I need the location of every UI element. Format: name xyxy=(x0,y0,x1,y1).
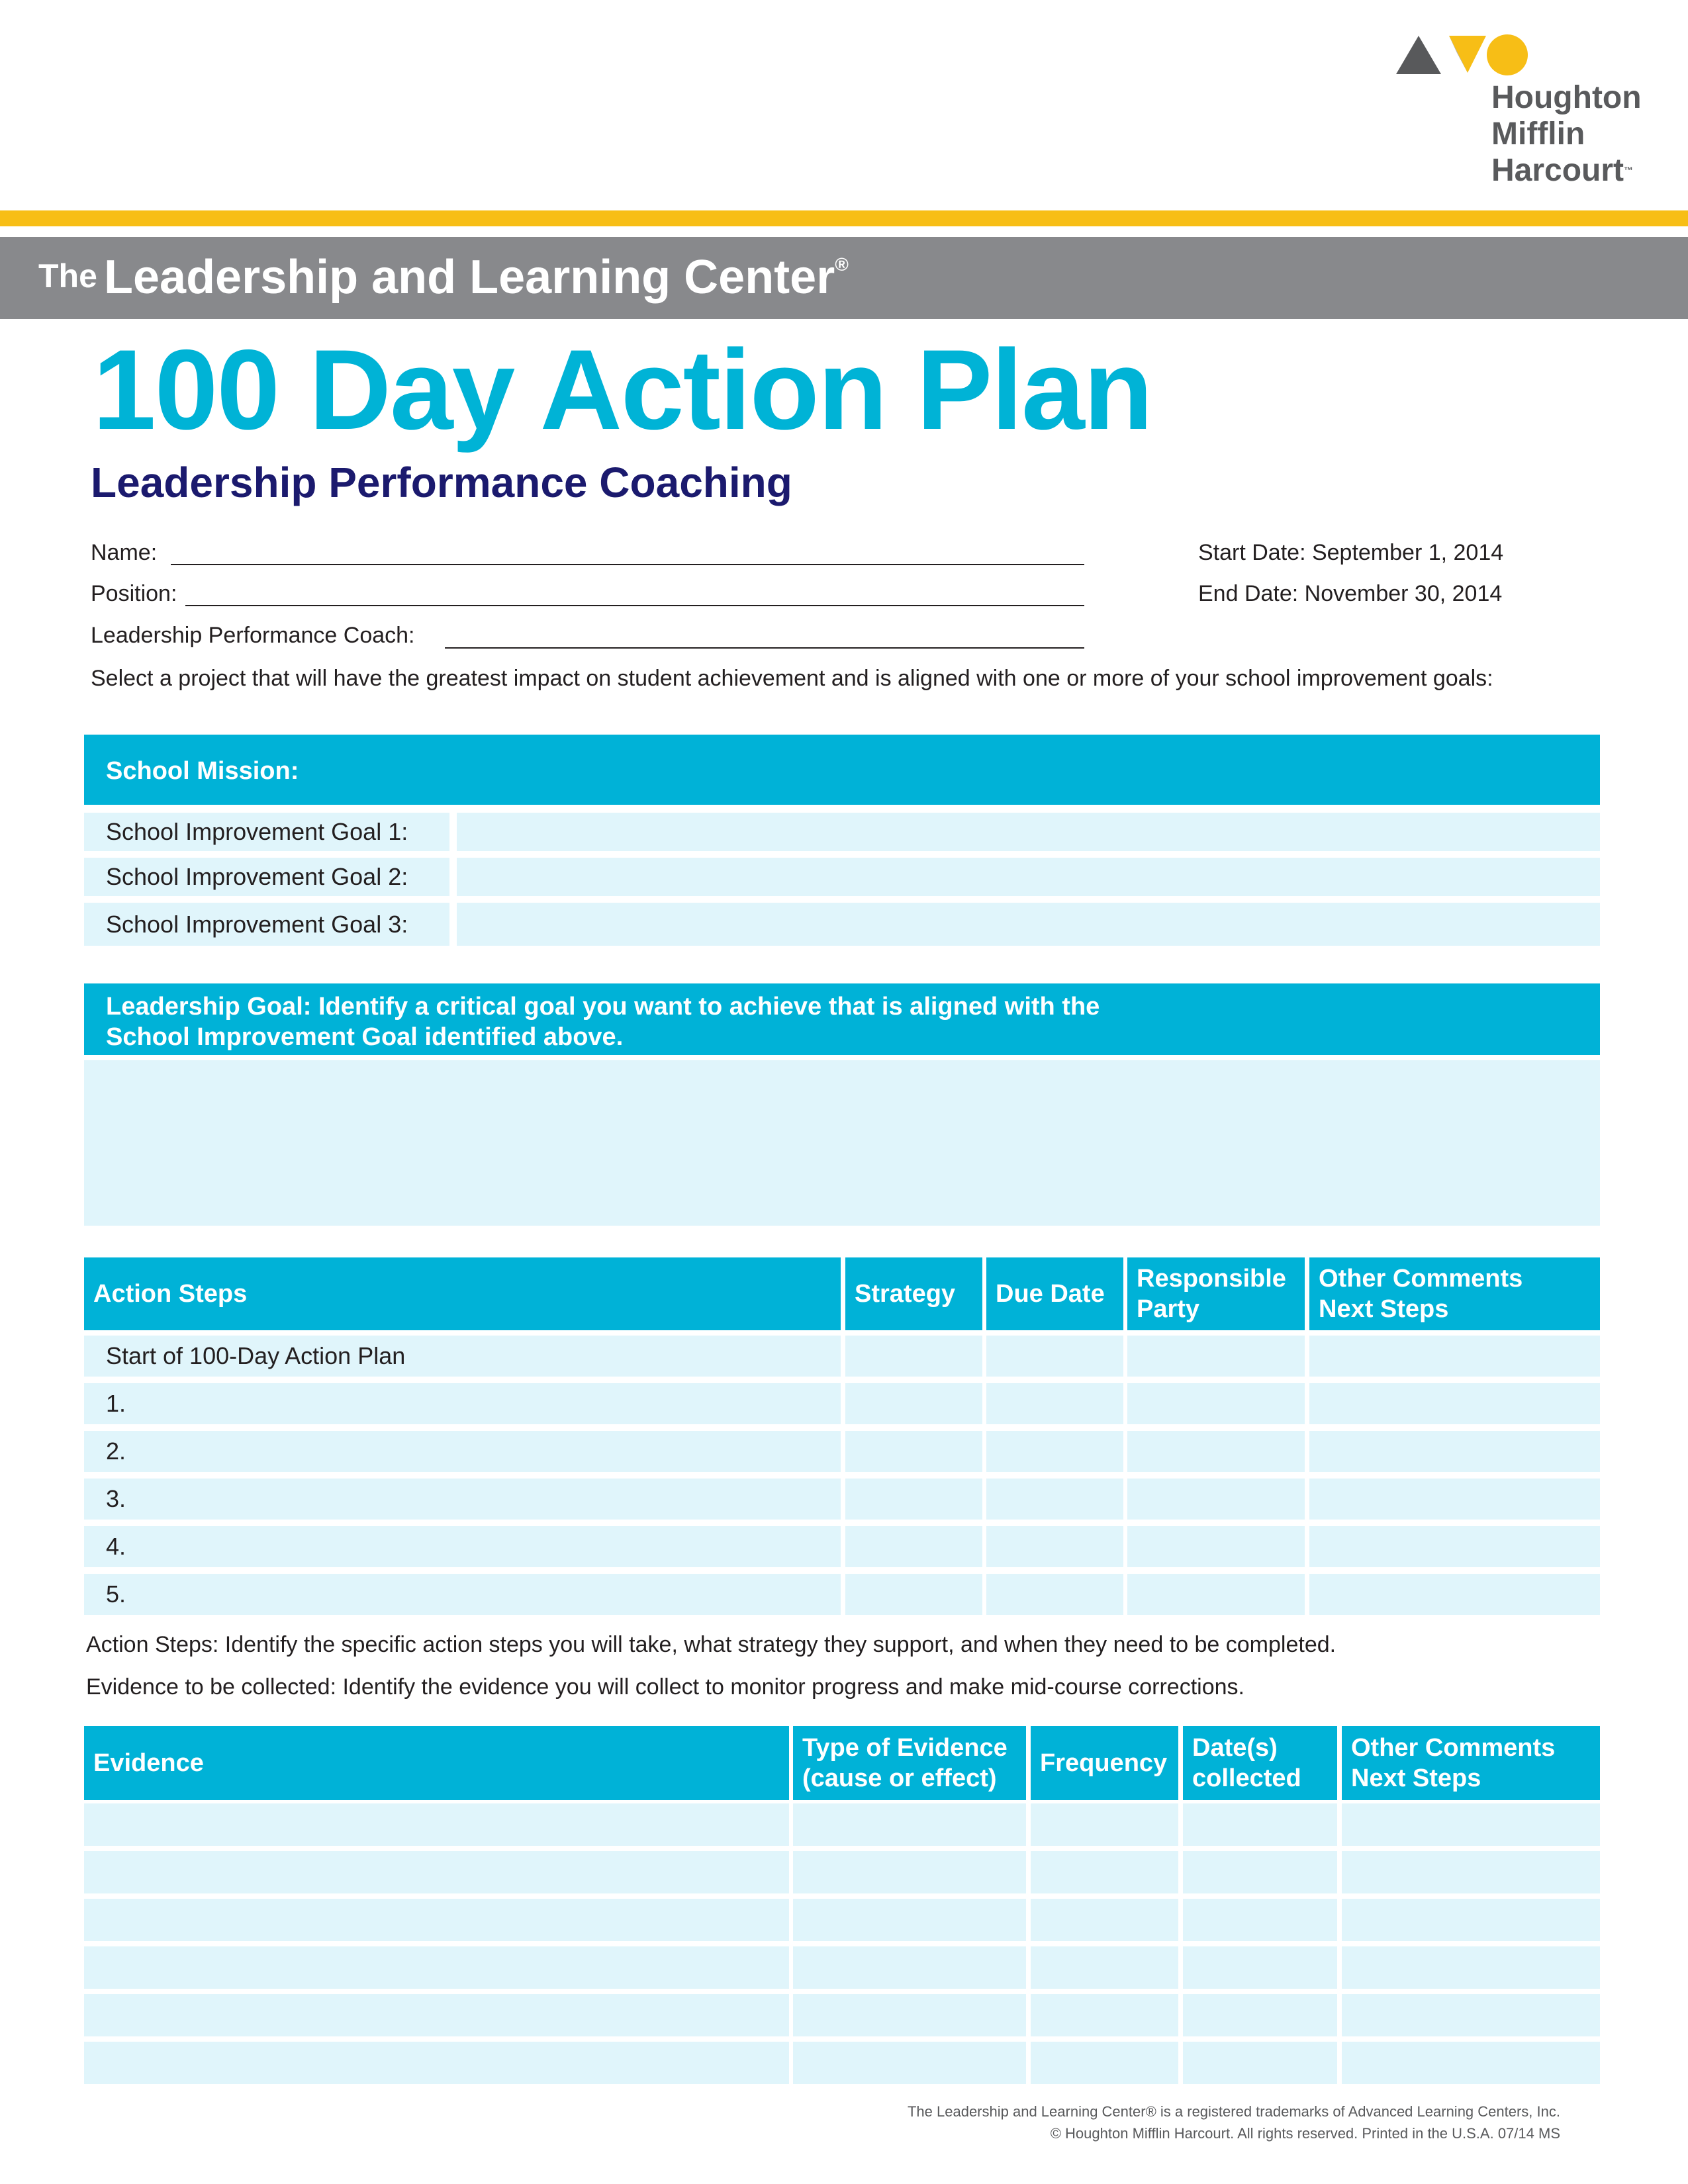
page-title: 100 Day Action Plan xyxy=(93,326,1152,453)
action-row-5-cell-4[interactable] xyxy=(1309,1574,1600,1615)
logo-circle-icon xyxy=(1487,34,1528,75)
logo-shapes-icon xyxy=(1393,32,1546,78)
evidence-header-3: Date(s) collected xyxy=(1183,1726,1337,1800)
evidence-row-1-cell-4[interactable] xyxy=(1342,1851,1600,1893)
coach-label: Leadership Performance Coach: xyxy=(91,623,415,648)
logo-wedge-icon xyxy=(1449,36,1486,73)
action-row-0-cell-1[interactable] xyxy=(845,1336,982,1377)
footer-trademark: The Leadership and Learning Center® is a registered trademarks of Advanced Learning Centers, Inc. xyxy=(907,2103,1560,2120)
action-row-2-cell-1[interactable] xyxy=(845,1431,982,1472)
evidence-row-1-cell-1[interactable] xyxy=(793,1851,1026,1893)
evidence-header-2: Frequency xyxy=(1031,1726,1178,1800)
banner-title: Leadership and Learning Center® xyxy=(104,251,849,304)
evidence-row-2-cell-4[interactable] xyxy=(1342,1899,1600,1941)
evidence-row-0-cell-1[interactable] xyxy=(793,1803,1026,1846)
yellow-rule xyxy=(0,210,1688,226)
evidence-row-1-cell-3[interactable] xyxy=(1183,1851,1337,1893)
evidence-row-5-cell-0[interactable] xyxy=(84,2042,789,2084)
action-row-label: 1. xyxy=(106,1390,126,1417)
action-row-label: 3. xyxy=(106,1485,126,1512)
action-row-5-cell-2[interactable] xyxy=(986,1574,1123,1615)
action-header-0: Action Steps xyxy=(84,1257,841,1330)
evidence-row-3-cell-1[interactable] xyxy=(793,1946,1026,1989)
footer-copyright: © Houghton Mifflin Harcourt. All rights reserved. Printed in the U.S.A. 07/14 MS xyxy=(1050,2125,1560,2142)
evidence-row-5-cell-1[interactable] xyxy=(793,2042,1026,2084)
evidence-row-0-cell-3[interactable] xyxy=(1183,1803,1337,1846)
action-row-5-cell-3[interactable] xyxy=(1127,1574,1305,1615)
action-row-3-cell-3[interactable] xyxy=(1127,1479,1305,1520)
action-row-label: Start of 100-Day Action Plan xyxy=(106,1342,406,1369)
position-field[interactable] xyxy=(185,605,1084,606)
action-row-3-cell-1[interactable] xyxy=(845,1479,982,1520)
evidence-row-2-cell-2[interactable] xyxy=(1031,1899,1178,1941)
evidence-row-3-cell-4[interactable] xyxy=(1342,1946,1600,1989)
end-date: End Date: November 30, 2014 xyxy=(1198,581,1503,606)
action-header-4: Other Comments Next Steps xyxy=(1309,1257,1600,1330)
action-row-1-cell-2[interactable] xyxy=(986,1383,1123,1424)
evidence-row-4-cell-0[interactable] xyxy=(84,1994,789,2036)
evidence-header-0: Evidence xyxy=(84,1726,789,1800)
goal-2-label: School Improvement Goal 2: xyxy=(106,863,408,890)
action-header-2: Due Date xyxy=(986,1257,1123,1330)
action-row-0-cell-0[interactable] xyxy=(84,1336,841,1377)
action-row-5-cell-1[interactable] xyxy=(845,1574,982,1615)
action-row-4-cell-3[interactable] xyxy=(1127,1526,1305,1567)
goal-3-label: School Improvement Goal 3: xyxy=(106,911,408,938)
evidence-header-4: Other Comments Next Steps xyxy=(1342,1726,1600,1800)
evidence-row-0-cell-0[interactable] xyxy=(84,1803,789,1846)
evidence-row-5-cell-2[interactable] xyxy=(1031,2042,1178,2084)
action-row-2-cell-2[interactable] xyxy=(986,1431,1123,1472)
goal-2-input[interactable] xyxy=(457,858,1600,896)
action-row-1-cell-1[interactable] xyxy=(845,1383,982,1424)
evidence-row-4-cell-2[interactable] xyxy=(1031,1994,1178,2036)
action-row-4-cell-4[interactable] xyxy=(1309,1526,1600,1567)
hmh-logo xyxy=(1393,32,1645,191)
evidence-note: Evidence to be collected: Identify the evidence you will collect to monitor progress and make mid-course corrections. xyxy=(86,1674,1244,1700)
evidence-row-4-cell-3[interactable] xyxy=(1183,1994,1337,2036)
evidence-row-1-cell-2[interactable] xyxy=(1031,1851,1178,1893)
action-row-4-cell-0[interactable] xyxy=(84,1526,841,1567)
action-header-3: Responsible Party xyxy=(1127,1257,1305,1330)
evidence-row-1-cell-0[interactable] xyxy=(84,1851,789,1893)
evidence-header-1: Type of Evidence (cause or effect) xyxy=(793,1726,1026,1800)
action-row-1-cell-0[interactable] xyxy=(84,1383,841,1424)
action-row-label: 2. xyxy=(106,1437,126,1465)
evidence-row-4-cell-4[interactable] xyxy=(1342,1994,1600,2036)
action-row-label: 4. xyxy=(106,1533,126,1560)
action-row-3-cell-2[interactable] xyxy=(986,1479,1123,1520)
action-row-label: 5. xyxy=(106,1580,126,1608)
action-row-3-cell-4[interactable] xyxy=(1309,1479,1600,1520)
evidence-row-3-cell-3[interactable] xyxy=(1183,1946,1337,1989)
evidence-row-5-cell-4[interactable] xyxy=(1342,2042,1600,2084)
evidence-row-0-cell-4[interactable] xyxy=(1342,1803,1600,1846)
logo-wordmark: Houghton Mifflin Harcourt™ xyxy=(1491,80,1642,188)
action-row-2-cell-4[interactable] xyxy=(1309,1431,1600,1472)
action-row-0-cell-3[interactable] xyxy=(1127,1336,1305,1377)
page-subtitle: Leadership Performance Coaching xyxy=(91,459,792,506)
action-row-1-cell-4[interactable] xyxy=(1309,1383,1600,1424)
action-row-0-cell-2[interactable] xyxy=(986,1336,1123,1377)
goal-1-label: School Improvement Goal 1: xyxy=(106,818,408,845)
logo-triangle-icon xyxy=(1396,36,1441,74)
evidence-row-2-cell-3[interactable] xyxy=(1183,1899,1337,1941)
evidence-row-3-cell-2[interactable] xyxy=(1031,1946,1178,1989)
action-row-3-cell-0[interactable] xyxy=(84,1479,841,1520)
instruction-text: Select a project that will have the greatest impact on student achievement and is aligned with one or more of your school improvement goals: xyxy=(91,666,1493,691)
action-row-2-cell-3[interactable] xyxy=(1127,1431,1305,1472)
action-row-1-cell-3[interactable] xyxy=(1127,1383,1305,1424)
evidence-row-2-cell-1[interactable] xyxy=(793,1899,1026,1941)
leadership-goal-header: Leadership Goal: Identify a critical goal you want to achieve that is aligned with the School Improvement Goal identified above. xyxy=(84,983,1600,1055)
name-label: Name: xyxy=(91,540,158,565)
goal-3-input[interactable] xyxy=(457,903,1600,946)
evidence-row-2-cell-0[interactable] xyxy=(84,1899,789,1941)
evidence-row-3-cell-0[interactable] xyxy=(84,1946,789,1989)
action-row-5-cell-0[interactable] xyxy=(84,1574,841,1615)
action-row-4-cell-1[interactable] xyxy=(845,1526,982,1567)
position-label: Position: xyxy=(91,581,177,606)
action-header-1: Strategy xyxy=(845,1257,982,1330)
evidence-row-5-cell-3[interactable] xyxy=(1183,2042,1337,2084)
evidence-row-0-cell-2[interactable] xyxy=(1031,1803,1178,1846)
action-row-4-cell-2[interactable] xyxy=(986,1526,1123,1567)
coach-field[interactable] xyxy=(445,647,1084,649)
action-row-2-cell-0[interactable] xyxy=(84,1431,841,1472)
action-steps-note: Action Steps: Identify the specific action steps you will take, what strategy they support, and when they need to be completed. xyxy=(86,1632,1336,1657)
action-row-0-cell-4[interactable] xyxy=(1309,1336,1600,1377)
leadership-goal-input[interactable] xyxy=(84,1060,1600,1226)
school-mission-header: School Mission: xyxy=(84,735,1600,805)
banner-the: The xyxy=(38,257,97,295)
start-date: Start Date: September 1, 2014 xyxy=(1198,540,1504,565)
goal-1-input[interactable] xyxy=(457,813,1600,851)
evidence-row-4-cell-1[interactable] xyxy=(793,1994,1026,2036)
name-field[interactable] xyxy=(171,564,1084,565)
